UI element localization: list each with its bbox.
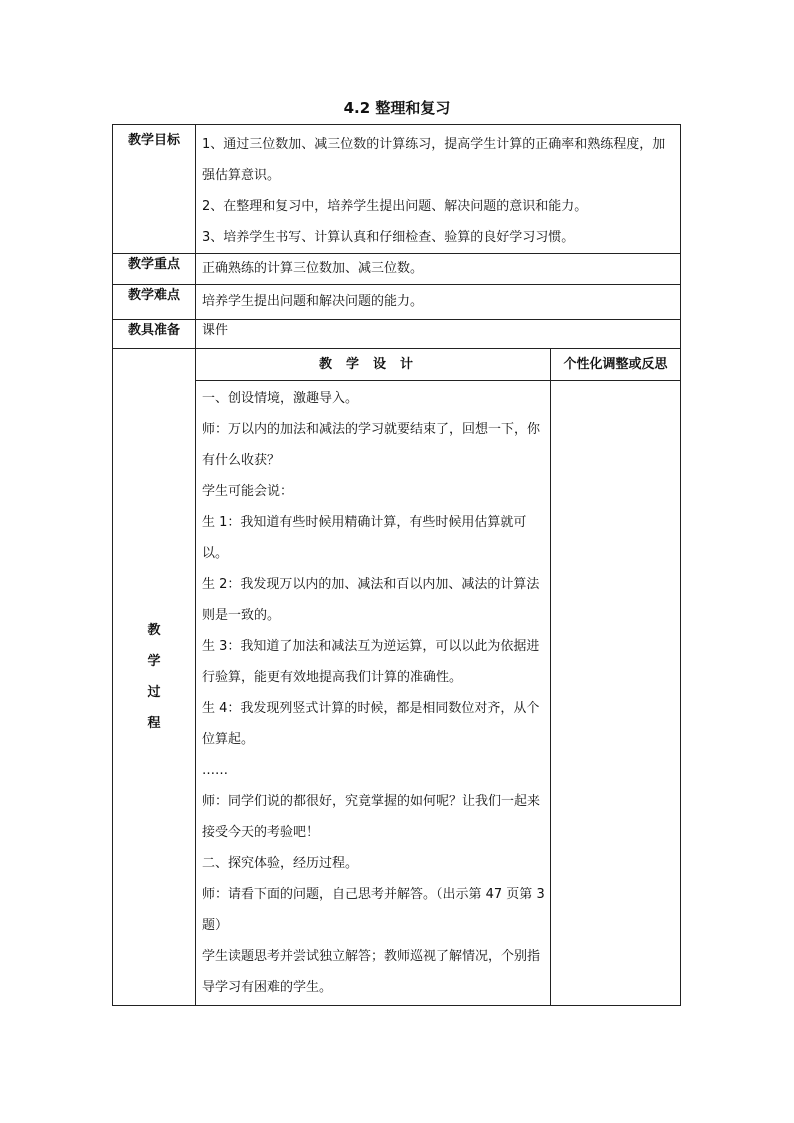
design-line: 师：请看下面的问题，自己思考并解答。（出示第 47 页第 3 题）: [202, 887, 545, 933]
design-line: 生 1：我知道有些时候用精确计算，有些时候用估算就可以。: [202, 515, 527, 561]
design-line: 一、创设情境，激趣导入。: [202, 391, 359, 406]
difficulty-row: [113, 285, 681, 320]
tools-content: 课件: [196, 320, 681, 349]
design-line: 二、探究体验，经历过程。: [202, 856, 359, 871]
design-content: [196, 381, 551, 1006]
design-line: 师：同学们说的都很好，究竟掌握的如何呢？让我们一起来接受今天的考验吧！: [202, 794, 541, 840]
design-line: 生 4：我发现列竖式计算的时候，都是相同数位对齐，从个位算起。: [202, 701, 540, 747]
design-line: 学生读题思考并尝试独立解答；教师巡视了解情况，个别指导学习有困难的学生。: [202, 949, 541, 995]
process-body-row: [113, 381, 681, 1006]
reflection-content: [551, 381, 681, 1006]
side-char: 学: [147, 654, 161, 669]
process-header-row: [113, 349, 681, 381]
design-line: 学生可能会说：: [202, 484, 294, 499]
key-content: 正确熟练的计算三位数加、减三位数。: [196, 254, 681, 285]
process-side-label: [113, 349, 196, 1006]
design-header: [196, 349, 551, 381]
lesson-plan-table: [112, 124, 681, 1006]
design-line: 师：万以内的加法和减法的学习就要结束了，回想一下，你有什么收获？: [202, 422, 541, 468]
side-char: 程: [147, 716, 161, 731]
key-label: 教学重点: [113, 254, 196, 285]
difficulty-label: 教学难点: [113, 285, 196, 320]
goals-row: [113, 125, 681, 254]
difficulty-content: 培养学生提出问题和解决问题的能力。: [196, 285, 681, 320]
goal-item: 1、通过三位数加、减三位数的计算练习，提高学生计算的正确率和熟练程度，加强估算意识。: [202, 137, 666, 183]
design-line: ……: [202, 763, 228, 778]
goal-item: 2、在整理和复习中，培养学生提出问题、解决问题的意识和能力。: [202, 199, 588, 214]
tools-label: 教具准备: [113, 320, 196, 349]
goals-label: 教学目标: [113, 125, 196, 254]
goals-content: [196, 125, 681, 254]
key-row: [113, 254, 681, 285]
side-char: 教: [147, 623, 161, 638]
tools-row: [113, 320, 681, 349]
side-char: 过: [147, 685, 161, 700]
reflection-header: 个性化调整或反思: [551, 349, 681, 381]
design-header-text: 教学设计: [318, 357, 427, 372]
design-line: 生 2：我发现万以内的加、减法和百以内加、减法的计算法则是一致的。: [202, 577, 540, 623]
design-line: 生 3：我知道了加法和减法互为逆运算，可以以此为依据进行验算，能更有效地提高我们计算的准确性。: [202, 639, 540, 685]
page-title: 4.2 整理和复习: [343, 99, 451, 117]
goal-item: 3、培养学生书写、计算认真和仔细检查、验算的良好学习习惯。: [202, 230, 575, 245]
